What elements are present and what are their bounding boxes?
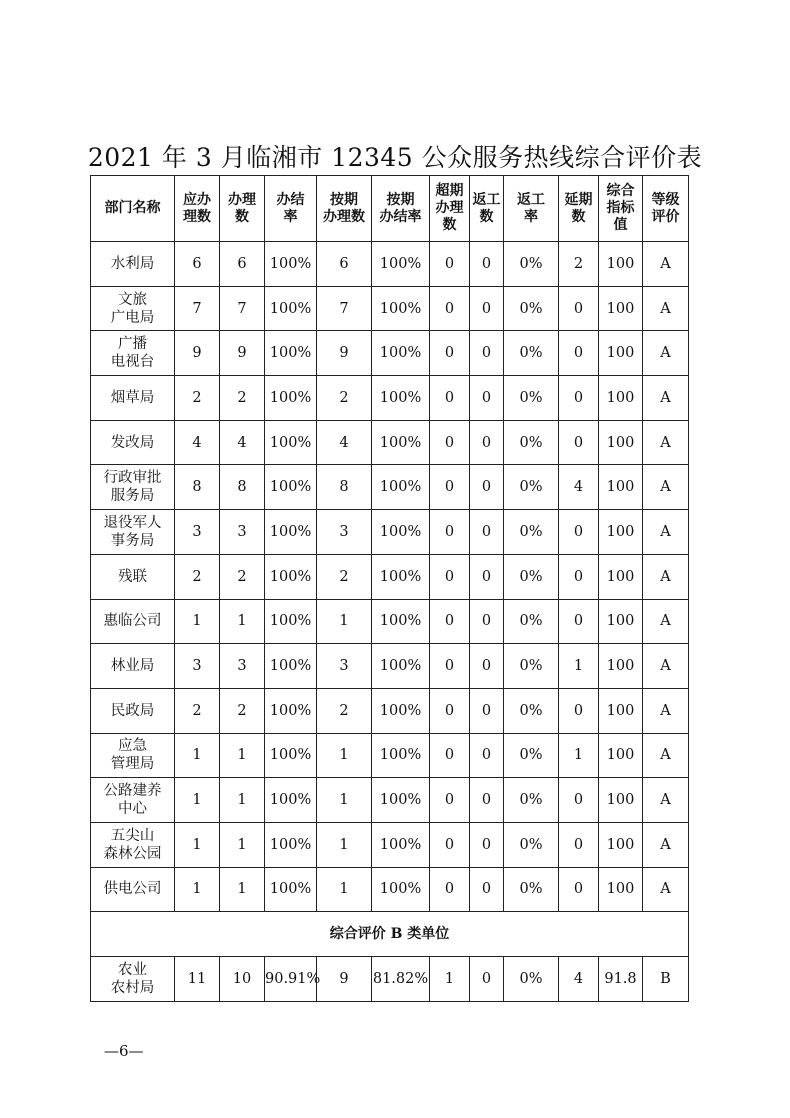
handled-count: 4 — [220, 420, 265, 465]
table-row — [91, 376, 689, 421]
ontime-rate: 100% — [372, 554, 430, 599]
dept-name: 发改局 — [91, 420, 175, 465]
rework-count: 0 — [470, 599, 504, 644]
grade: A — [643, 286, 689, 331]
header-score: 综合 指标 值 — [599, 176, 643, 242]
extension-count: 0 — [559, 510, 599, 555]
score: 100 — [599, 644, 643, 689]
due-count: 3 — [175, 644, 220, 689]
rework-count: 0 — [470, 822, 504, 867]
rework-rate: 0% — [504, 331, 559, 376]
rework-rate: 0% — [504, 510, 559, 555]
ontime-rate: 100% — [372, 331, 430, 376]
grade: A — [643, 376, 689, 421]
dept-name: 民政局 — [91, 688, 175, 733]
ontime-count: 1 — [317, 599, 372, 644]
grade: A — [643, 242, 689, 287]
table-row — [91, 688, 689, 733]
ontime-rate: 100% — [372, 733, 430, 778]
handled-count: 3 — [220, 644, 265, 689]
table-row — [91, 778, 689, 823]
overdue-count: 0 — [430, 644, 470, 689]
due-count: 1 — [175, 778, 220, 823]
overdue-count: 0 — [430, 242, 470, 287]
extension-count: 0 — [559, 688, 599, 733]
score: 100 — [599, 554, 643, 599]
completion-rate: 100% — [265, 554, 317, 599]
rework-count: 0 — [470, 331, 504, 376]
evaluation-table — [90, 175, 689, 1002]
header-handled: 办理 数 — [220, 176, 265, 242]
header-dept-name: 部门名称 — [91, 176, 175, 242]
dept-name: 行政审批 服务局 — [91, 465, 175, 510]
due-count: 7 — [175, 286, 220, 331]
extension-count: 0 — [559, 286, 599, 331]
table-row — [91, 867, 689, 912]
due-count: 3 — [175, 510, 220, 555]
completion-rate: 90.91% — [265, 957, 317, 1002]
rework-rate: 0% — [504, 286, 559, 331]
score: 100 — [599, 599, 643, 644]
score: 100 — [599, 242, 643, 287]
rework-count: 0 — [470, 376, 504, 421]
handled-count: 9 — [220, 331, 265, 376]
header-completion-rate: 办结 率 — [265, 176, 317, 242]
dept-name: 烟草局 — [91, 376, 175, 421]
ontime-rate: 100% — [372, 599, 430, 644]
rework-rate: 0% — [504, 822, 559, 867]
overdue-count: 0 — [430, 420, 470, 465]
ontime-rate: 100% — [372, 510, 430, 555]
dept-name: 公路建养 中心 — [91, 778, 175, 823]
completion-rate: 100% — [265, 510, 317, 555]
ontime-count: 3 — [317, 644, 372, 689]
completion-rate: 100% — [265, 465, 317, 510]
extension-count: 0 — [559, 599, 599, 644]
section-b-label: 综合评价 B 类单位 — [91, 912, 689, 957]
overdue-count: 0 — [430, 465, 470, 510]
extension-count: 0 — [559, 778, 599, 823]
header-rework-count: 返工 数 — [470, 176, 504, 242]
ontime-count: 1 — [317, 778, 372, 823]
header-due: 应办 理数 — [175, 176, 220, 242]
table-row — [91, 286, 689, 331]
completion-rate: 100% — [265, 688, 317, 733]
rework-count: 0 — [470, 465, 504, 510]
rework-rate: 0% — [504, 599, 559, 644]
dept-name: 惠临公司 — [91, 599, 175, 644]
ontime-count: 2 — [317, 554, 372, 599]
extension-count: 4 — [559, 957, 599, 1002]
ontime-rate: 100% — [372, 688, 430, 733]
table-body-b — [91, 957, 689, 1002]
overdue-count: 0 — [430, 733, 470, 778]
rework-rate: 0% — [504, 420, 559, 465]
table-row — [91, 420, 689, 465]
table-row — [91, 331, 689, 376]
rework-rate: 0% — [504, 688, 559, 733]
score: 100 — [599, 465, 643, 510]
extension-count: 0 — [559, 420, 599, 465]
grade: A — [643, 599, 689, 644]
table-row — [91, 465, 689, 510]
ontime-count: 9 — [317, 957, 372, 1002]
grade: A — [643, 510, 689, 555]
handled-count: 8 — [220, 465, 265, 510]
handled-count: 2 — [220, 554, 265, 599]
dept-name: 残联 — [91, 554, 175, 599]
grade: A — [643, 778, 689, 823]
table-row — [91, 599, 689, 644]
due-count: 2 — [175, 688, 220, 733]
overdue-count: 0 — [430, 554, 470, 599]
due-count: 1 — [175, 822, 220, 867]
grade: A — [643, 465, 689, 510]
rework-rate: 0% — [504, 376, 559, 421]
ontime-rate: 100% — [372, 376, 430, 421]
grade: A — [643, 822, 689, 867]
handled-count: 1 — [220, 867, 265, 912]
ontime-count: 7 — [317, 286, 372, 331]
extension-count: 0 — [559, 331, 599, 376]
completion-rate: 100% — [265, 242, 317, 287]
extension-count: 0 — [559, 376, 599, 421]
overdue-count: 0 — [430, 376, 470, 421]
score: 100 — [599, 331, 643, 376]
due-count: 2 — [175, 554, 220, 599]
table-body-a — [91, 242, 689, 912]
overdue-count: 1 — [430, 957, 470, 1002]
completion-rate: 100% — [265, 733, 317, 778]
grade: A — [643, 420, 689, 465]
due-count: 1 — [175, 867, 220, 912]
grade: A — [643, 688, 689, 733]
rework-count: 0 — [470, 733, 504, 778]
grade: A — [643, 867, 689, 912]
completion-rate: 100% — [265, 331, 317, 376]
rework-count: 0 — [470, 688, 504, 733]
handled-count: 1 — [220, 733, 265, 778]
score: 100 — [599, 376, 643, 421]
rework-rate: 0% — [504, 733, 559, 778]
grade: B — [643, 957, 689, 1002]
overdue-count: 0 — [430, 286, 470, 331]
header-ontime-rate: 按期 办结率 — [372, 176, 430, 242]
handled-count: 6 — [220, 242, 265, 287]
rework-rate: 0% — [504, 957, 559, 1002]
rework-rate: 0% — [504, 867, 559, 912]
rework-count: 0 — [470, 242, 504, 287]
ontime-rate: 100% — [372, 465, 430, 510]
header-ontime-count: 按期 办理数 — [317, 176, 372, 242]
completion-rate: 100% — [265, 778, 317, 823]
table-row — [91, 644, 689, 689]
ontime-count: 4 — [317, 420, 372, 465]
ontime-count: 9 — [317, 331, 372, 376]
rework-count: 0 — [470, 867, 504, 912]
header-overdue: 超期 办理 数 — [430, 176, 470, 242]
dept-name: 退役军人 事务局 — [91, 510, 175, 555]
score: 100 — [599, 822, 643, 867]
rework-rate: 0% — [504, 778, 559, 823]
ontime-rate: 100% — [372, 242, 430, 287]
due-count: 8 — [175, 465, 220, 510]
grade: A — [643, 733, 689, 778]
handled-count: 2 — [220, 376, 265, 421]
completion-rate: 100% — [265, 599, 317, 644]
ontime-count: 3 — [317, 510, 372, 555]
section-row-b — [91, 912, 689, 957]
rework-count: 0 — [470, 286, 504, 331]
page-number: —6— — [104, 1042, 144, 1060]
handled-count: 2 — [220, 688, 265, 733]
rework-rate: 0% — [504, 554, 559, 599]
grade: A — [643, 644, 689, 689]
dept-name: 农业 农村局 — [91, 957, 175, 1002]
ontime-rate: 81.82% — [372, 957, 430, 1002]
extension-count: 1 — [559, 644, 599, 689]
ontime-rate: 100% — [372, 420, 430, 465]
due-count: 6 — [175, 242, 220, 287]
rework-rate: 0% — [504, 465, 559, 510]
handled-count: 3 — [220, 510, 265, 555]
completion-rate: 100% — [265, 822, 317, 867]
overdue-count: 0 — [430, 510, 470, 555]
grade: A — [643, 331, 689, 376]
due-count: 4 — [175, 420, 220, 465]
due-count: 1 — [175, 733, 220, 778]
ontime-count: 6 — [317, 242, 372, 287]
ontime-rate: 100% — [372, 778, 430, 823]
page-title: 2021 年 3 月临湘市 12345 公众服务热线综合评价表 — [87, 143, 703, 172]
header-rework-rate: 返工 率 — [504, 176, 559, 242]
handled-count: 1 — [220, 778, 265, 823]
overdue-count: 0 — [430, 599, 470, 644]
extension-count: 0 — [559, 822, 599, 867]
score: 100 — [599, 286, 643, 331]
score: 100 — [599, 688, 643, 733]
rework-count: 0 — [470, 420, 504, 465]
overdue-count: 0 — [430, 867, 470, 912]
completion-rate: 100% — [265, 644, 317, 689]
dept-name: 文旅 广电局 — [91, 286, 175, 331]
table-header-row — [91, 176, 689, 242]
handled-count: 10 — [220, 957, 265, 1002]
ontime-count: 2 — [317, 376, 372, 421]
score: 91.8 — [599, 957, 643, 1002]
table-row — [91, 554, 689, 599]
dept-name: 五尖山 森林公园 — [91, 822, 175, 867]
due-count: 1 — [175, 599, 220, 644]
ontime-rate: 100% — [372, 644, 430, 689]
due-count: 9 — [175, 331, 220, 376]
handled-count: 1 — [220, 599, 265, 644]
header-extension: 延期 数 — [559, 176, 599, 242]
rework-count: 0 — [470, 778, 504, 823]
rework-count: 0 — [470, 554, 504, 599]
score: 100 — [599, 510, 643, 555]
score: 100 — [599, 778, 643, 823]
ontime-count: 1 — [317, 867, 372, 912]
rework-rate: 0% — [504, 644, 559, 689]
due-count: 11 — [175, 957, 220, 1002]
dept-name: 水利局 — [91, 242, 175, 287]
rework-count: 0 — [470, 510, 504, 555]
table-row — [91, 733, 689, 778]
ontime-rate: 100% — [372, 822, 430, 867]
table-row — [91, 510, 689, 555]
rework-count: 0 — [470, 644, 504, 689]
ontime-count: 8 — [317, 465, 372, 510]
overdue-count: 0 — [430, 331, 470, 376]
ontime-count: 1 — [317, 733, 372, 778]
rework-count: 0 — [470, 957, 504, 1002]
extension-count: 0 — [559, 554, 599, 599]
completion-rate: 100% — [265, 286, 317, 331]
overdue-count: 0 — [430, 822, 470, 867]
ontime-rate: 100% — [372, 867, 430, 912]
table-row — [91, 242, 689, 287]
completion-rate: 100% — [265, 376, 317, 421]
extension-count: 2 — [559, 242, 599, 287]
score: 100 — [599, 420, 643, 465]
grade: A — [643, 554, 689, 599]
handled-count: 1 — [220, 822, 265, 867]
table-row — [91, 957, 689, 1002]
ontime-count: 1 — [317, 822, 372, 867]
score: 100 — [599, 733, 643, 778]
dept-name: 供电公司 — [91, 867, 175, 912]
ontime-count: 2 — [317, 688, 372, 733]
dept-name: 林业局 — [91, 644, 175, 689]
score: 100 — [599, 867, 643, 912]
ontime-rate: 100% — [372, 286, 430, 331]
table-row — [91, 822, 689, 867]
due-count: 2 — [175, 376, 220, 421]
rework-rate: 0% — [504, 242, 559, 287]
overdue-count: 0 — [430, 778, 470, 823]
header-grade: 等级 评价 — [643, 176, 689, 242]
dept-name: 广播 电视台 — [91, 331, 175, 376]
extension-count: 1 — [559, 733, 599, 778]
completion-rate: 100% — [265, 867, 317, 912]
dept-name: 应急 管理局 — [91, 733, 175, 778]
handled-count: 7 — [220, 286, 265, 331]
extension-count: 0 — [559, 867, 599, 912]
overdue-count: 0 — [430, 688, 470, 733]
completion-rate: 100% — [265, 420, 317, 465]
extension-count: 4 — [559, 465, 599, 510]
